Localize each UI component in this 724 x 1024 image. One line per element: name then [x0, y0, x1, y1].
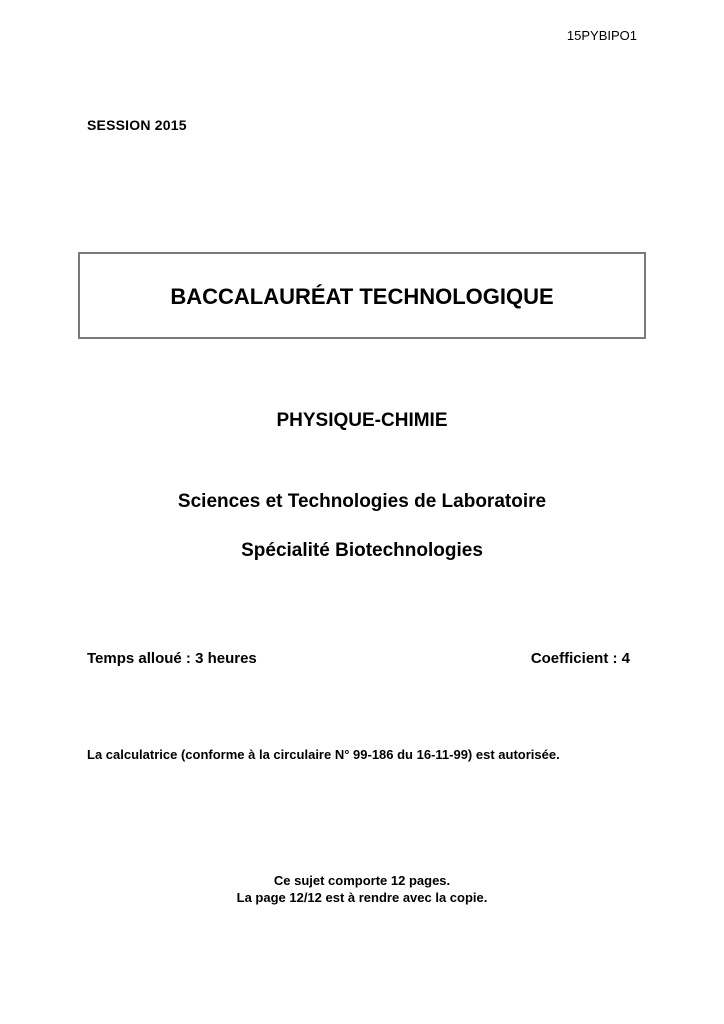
pages-note-line-2: La page 12/12 est à rendre avec la copie.: [236, 890, 488, 905]
exam-title: BACCALAURÉAT TECHNOLOGIQUE: [170, 283, 554, 309]
duration-text: Temps alloué : 3 heures: [87, 650, 257, 667]
speciality-heading: Spécialité Biotechnologies: [241, 540, 483, 561]
document-code: 15PYBIPO1: [566, 28, 637, 43]
session-label: SESSION 2015: [87, 117, 187, 133]
title-box: [78, 252, 646, 339]
coefficient-text: Coefficient : 4: [530, 650, 630, 667]
pages-note-line-1: Ce sujet comporte 12 pages.: [273, 873, 451, 888]
calculator-note: La calculatrice (conforme à la circulaire N° 99-186 du 16-11-99) est autorisée.: [87, 747, 560, 762]
subject-heading: PHYSIQUE-CHIMIE: [276, 410, 448, 431]
series-heading: Sciences et Technologies de Laboratoire: [177, 491, 547, 512]
exam-info-row: [87, 650, 630, 667]
